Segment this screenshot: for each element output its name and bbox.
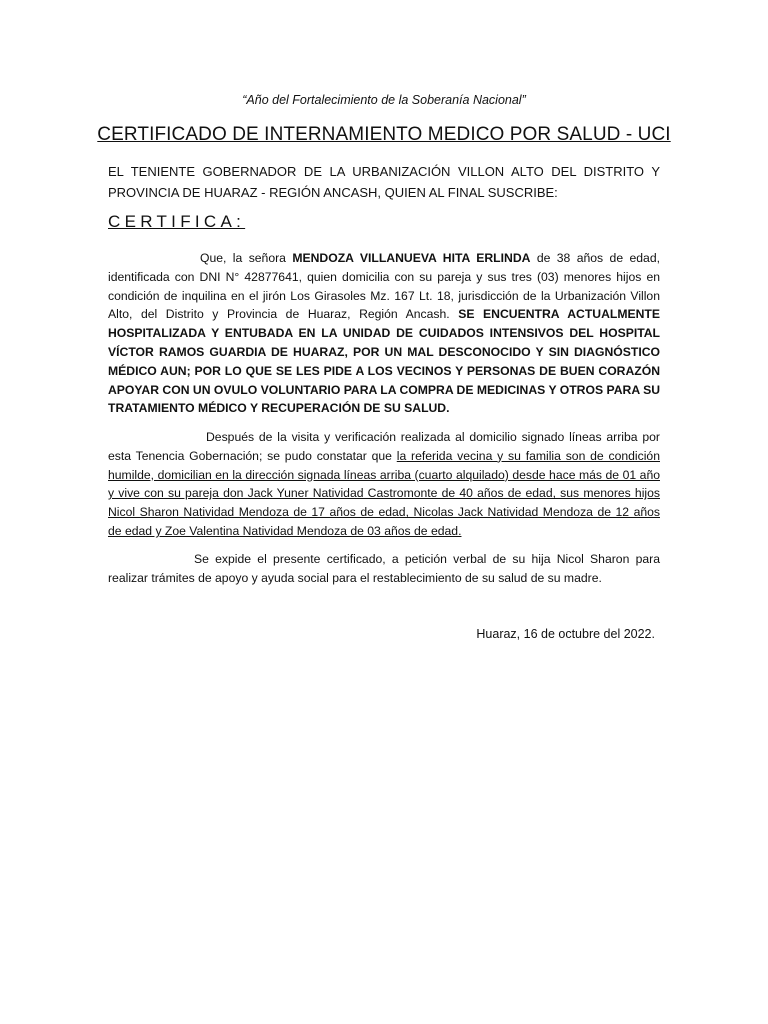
paragraph-3-text: Se expide el presente certificado, a petición verbal de su hija Nicol Sharon para realizar trámites de apoyo y ayuda social para el restablecimiento de su salud de su madre.: [108, 552, 660, 585]
document-date: Huaraz, 16 de octubre del 2022.: [476, 627, 655, 641]
paragraph-1: [108, 249, 660, 418]
paragraph-2-intro: Después de la visita y verificación realizada al domicilio signado líneas arriba por esta Tenencia Gobernación; se pudo constatar que: [108, 430, 660, 463]
paragraph-2: [108, 428, 660, 541]
motto-line: “Año del Fortalecimiento de la Soberanía Nacional”: [242, 93, 526, 107]
document-title: CERTIFICADO DE INTERNAMIENTO MEDICO POR SALUD - UCI: [97, 124, 671, 145]
patient-name: MENDOZA VILLANUEVA HITA ERLINDA: [292, 251, 531, 265]
certifica-heading: CERTIFICA:: [108, 212, 246, 231]
underlined-family-details: la referida vecina y su familia son de condición humilde, domicilian en la dirección signada líneas arriba (cuarto alquilado) desde hace más de 01 año y vive con su pareja don Jack Yuner Natividad Castromonte de 40 años de edad, sus menores hijos Nicol Sharon Natividad Mendoza de 17 años de edad, Nicolas Jack Natividad Mendoza de 12 años de edad y Zoe Valentina Natividad Mendoza de 03 años de edad.: [108, 448, 660, 538]
intro-paragraph: EL TENIENTE GOBERNADOR DE LA URBANIZACIÓN VILLON ALTO DEL DISTRITO Y PROVINCIA DE HUARAZ - REGIÓN ANCASH, QUIEN AL FINAL SUSCRIBE:: [108, 164, 660, 200]
bold-statement: SE ENCUENTRA ACTUALMENTE HOSPITALIZADA Y ENTUBADA EN LA UNIDAD DE CUIDADOS INTENSIVOS DEL HOSPITAL VÍCTOR RAMOS GUARDIA DE HUARAZ, POR UN MAL DESCONOCIDO Y SIN DIAGNÓSTICO MÉDICO AUN; POR LO QUE SE LES PIDE A LOS VECINOS Y PERSONAS DE BUEN CORAZÓN APOYAR CON UN OVULO VOLUNTARIO PARA LA COMPRA DE MEDICINAS Y OTROS PARA SU TRATAMIENTO MÉDICO Y RECUPERACIÓN DE SU SALUD.: [108, 307, 660, 416]
paragraph-1-intro: Que, la señora: [200, 251, 293, 265]
paragraph-1-details: de 38 años de edad, identificada con DNI N° 42877641, quien domicilia con su pareja y sus tres (03) menores hijos en condición de inquilina en el jirón Los Girasoles Mz. 167 Lt. 18, jurisdicción de la Urbanización Villon Alto, del Distrito y Provincia de Huaraz, Región Ancash.: [108, 251, 660, 322]
paragraph-3: [108, 550, 660, 588]
